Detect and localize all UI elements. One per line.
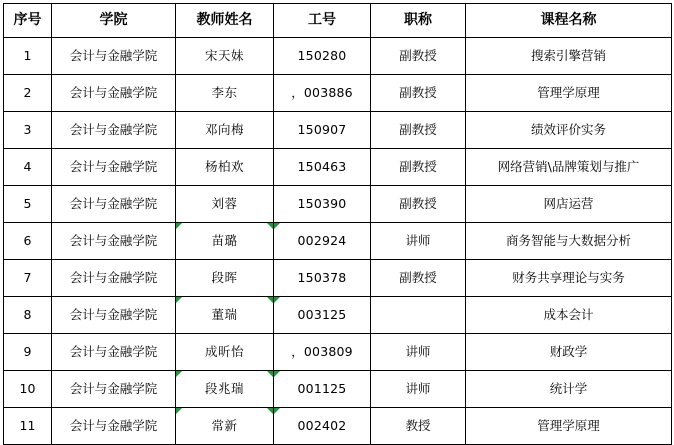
cell-title[interactable]: 副教授 (371, 75, 466, 112)
cell-teacher-name[interactable]: 董瑞 (176, 297, 274, 334)
cell-title[interactable]: 副教授 (371, 260, 466, 297)
table-row (4, 297, 672, 334)
cell-course-name[interactable]: 统计学 (466, 371, 672, 408)
teacher-course-table (3, 3, 672, 445)
header-cell-title: 职称 (371, 4, 466, 38)
cell-course-name[interactable]: 成本会计 (466, 297, 672, 334)
cell-sequence[interactable]: 2 (4, 75, 52, 112)
cell-teacher-name[interactable]: 李东 (176, 75, 274, 112)
cell-college[interactable]: 会计与金融学院 (52, 186, 176, 223)
cell-title[interactable]: 副教授 (371, 149, 466, 186)
table-row (4, 75, 672, 112)
cell-employee-id[interactable]: 150390 (274, 186, 371, 223)
cell-teacher-name[interactable]: 邓向梅 (176, 112, 274, 149)
header-cell-teacher-name: 教师姓名 (176, 4, 274, 38)
cell-college[interactable]: 会计与金融学院 (52, 112, 176, 149)
cell-title[interactable]: 副教授 (371, 38, 466, 75)
cell-college[interactable]: 会计与金融学院 (52, 334, 176, 371)
cell-employee-id[interactable]: 003125 (274, 297, 371, 334)
cell-course-name[interactable]: 搜索引擎营销 (466, 38, 672, 75)
table-row (4, 371, 672, 408)
cell-title[interactable]: 讲师 (371, 223, 466, 260)
table-row (4, 334, 672, 371)
cell-title[interactable]: 副教授 (371, 186, 466, 223)
cell-employee-id[interactable]: 002402 (274, 408, 371, 445)
cell-college[interactable]: 会计与金融学院 (52, 371, 176, 408)
cell-teacher-name[interactable]: 常新 (176, 408, 274, 445)
cell-college[interactable]: 会计与金融学院 (52, 75, 176, 112)
cell-college[interactable]: 会计与金融学院 (52, 260, 176, 297)
cell-course-name[interactable]: 网店运营 (466, 186, 672, 223)
cell-employee-id[interactable]: 150463 (274, 149, 371, 186)
cell-course-name[interactable]: 财政学 (466, 334, 672, 371)
cell-employee-id[interactable]: 001125 (274, 371, 371, 408)
cell-employee-id[interactable]: 150378 (274, 260, 371, 297)
cell-title[interactable]: 副教授 (371, 112, 466, 149)
header-cell-seq: 序号 (4, 4, 52, 38)
cell-college[interactable]: 会计与金融学院 (52, 38, 176, 75)
cell-teacher-name[interactable]: 苗璐 (176, 223, 274, 260)
header-cell-course-name: 课程名称 (466, 4, 672, 38)
cell-sequence[interactable]: 9 (4, 334, 52, 371)
header-cell-college: 学院 (52, 4, 176, 38)
cell-title[interactable]: 教授 (371, 408, 466, 445)
cell-course-name[interactable]: 管理学原理 (466, 408, 672, 445)
cell-employee-id[interactable]: ，003886 (274, 75, 371, 112)
table-row (4, 38, 672, 75)
cell-title[interactable]: 讲师 (371, 334, 466, 371)
cell-sequence[interactable]: 6 (4, 223, 52, 260)
cell-sequence[interactable]: 3 (4, 112, 52, 149)
table-row (4, 408, 672, 445)
cell-sequence[interactable]: 7 (4, 260, 52, 297)
table-body (4, 38, 672, 445)
cell-teacher-name[interactable]: 宋天妹 (176, 38, 274, 75)
cell-course-name[interactable]: 财务共享理论与实务 (466, 260, 672, 297)
cell-sequence[interactable]: 5 (4, 186, 52, 223)
cell-course-name[interactable]: 管理学原理 (466, 75, 672, 112)
cell-employee-id[interactable]: ，003809 (274, 334, 371, 371)
cell-college[interactable]: 会计与金融学院 (52, 297, 176, 334)
cell-teacher-name[interactable]: 段兆瑞 (176, 371, 274, 408)
table-row (4, 112, 672, 149)
cell-sequence[interactable]: 11 (4, 408, 52, 445)
cell-sequence[interactable]: 8 (4, 297, 52, 334)
cell-sequence[interactable]: 1 (4, 38, 52, 75)
table-row (4, 223, 672, 260)
table-header-row (4, 4, 672, 38)
table-row (4, 260, 672, 297)
cell-employee-id[interactable]: 150280 (274, 38, 371, 75)
cell-employee-id[interactable]: 150907 (274, 112, 371, 149)
cell-title[interactable] (371, 297, 466, 334)
cell-sequence[interactable]: 10 (4, 371, 52, 408)
cell-title[interactable]: 讲师 (371, 371, 466, 408)
cell-college[interactable]: 会计与金融学院 (52, 223, 176, 260)
table-row (4, 149, 672, 186)
cell-college[interactable]: 会计与金融学院 (52, 408, 176, 445)
cell-sequence[interactable]: 4 (4, 149, 52, 186)
table-row (4, 186, 672, 223)
cell-teacher-name[interactable]: 段晖 (176, 260, 274, 297)
cell-teacher-name[interactable]: 成昕怡 (176, 334, 274, 371)
cell-teacher-name[interactable]: 杨柏欢 (176, 149, 274, 186)
cell-course-name[interactable]: 绩效评价实务 (466, 112, 672, 149)
cell-employee-id[interactable]: 002924 (274, 223, 371, 260)
cell-teacher-name[interactable]: 刘蓉 (176, 186, 274, 223)
cell-course-name[interactable]: 商务智能与大数据分析 (466, 223, 672, 260)
cell-college[interactable]: 会计与金融学院 (52, 149, 176, 186)
cell-course-name[interactable]: 网络营销\品牌策划与推广 (466, 149, 672, 186)
header-cell-employee-id: 工号 (274, 4, 371, 38)
